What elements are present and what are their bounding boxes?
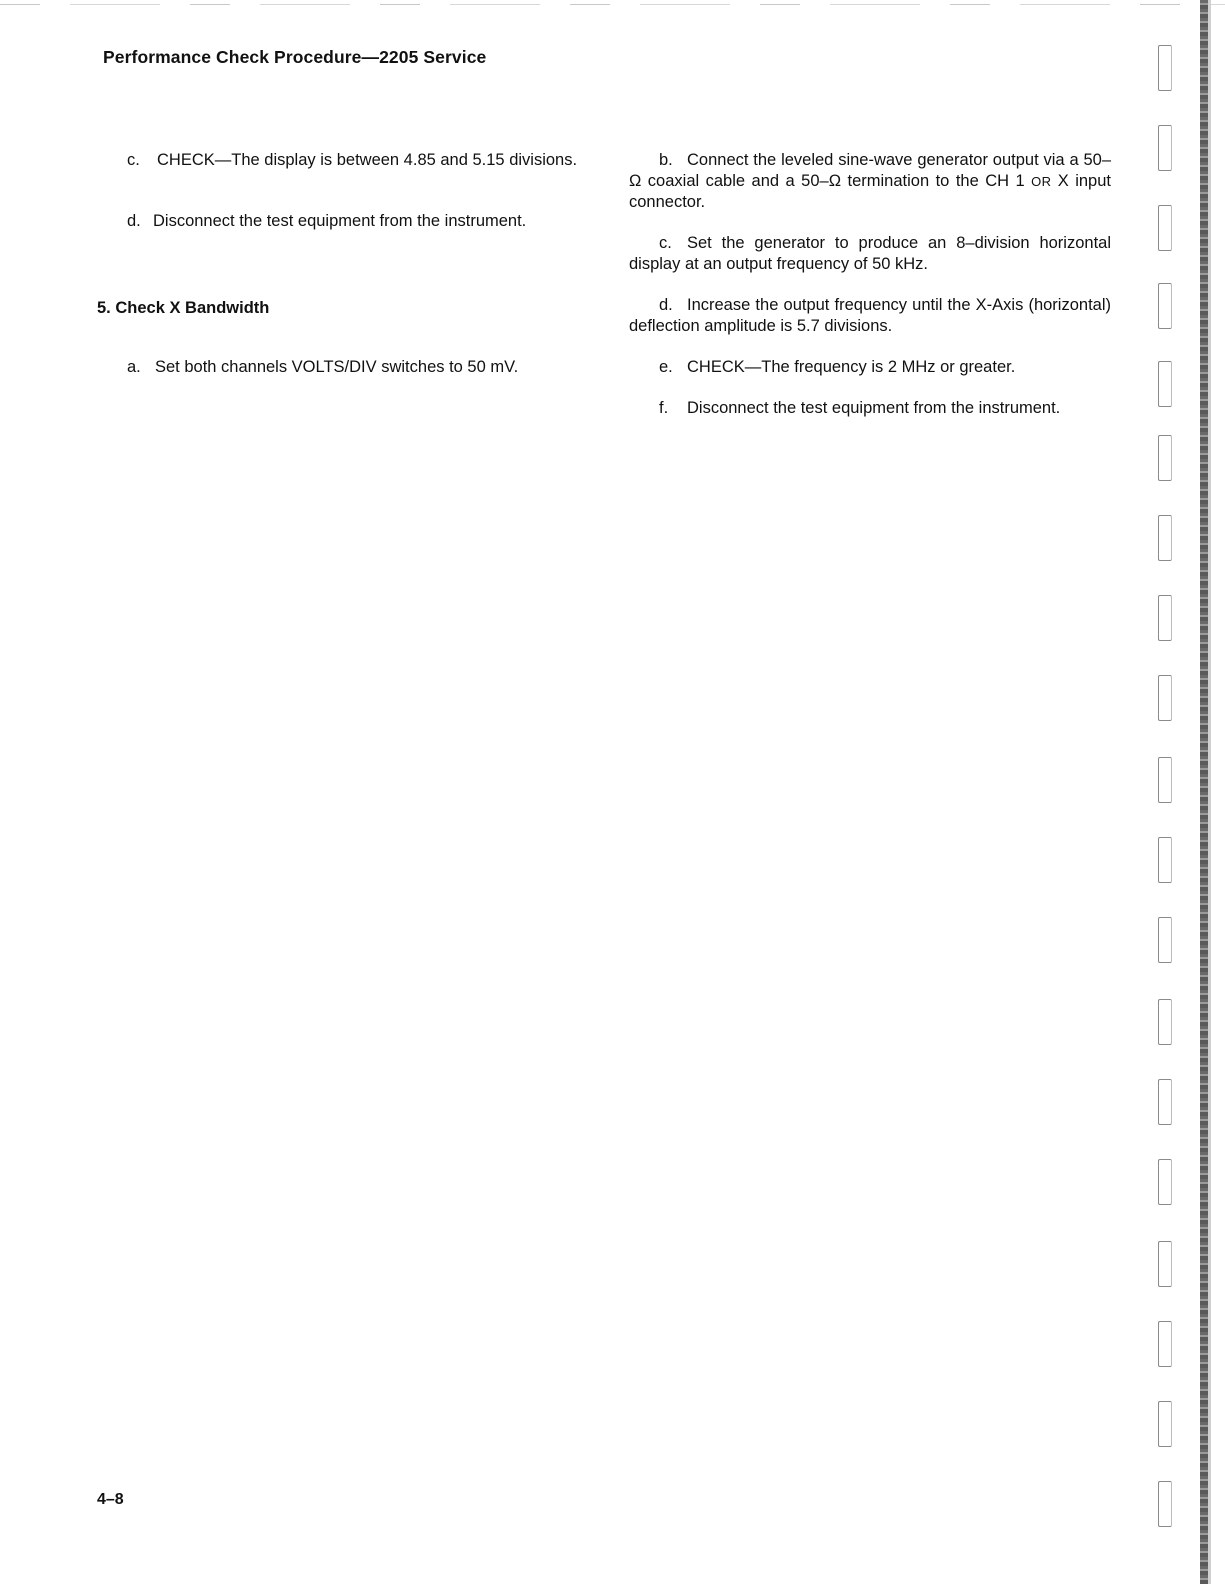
step-c-check-display [97,150,581,171]
binder-hole-icon [1158,1401,1172,1447]
binder-hole-icon [1158,917,1172,963]
step-a-set-volts-div [97,357,581,378]
binder-hole-icon [1158,1321,1172,1367]
binder-hole-icon [1158,435,1172,481]
binder-hole-icon [1158,205,1172,251]
step-letter: b. [659,151,673,169]
step-e-check-frequency [629,357,1111,378]
step-letter: a. [127,358,141,376]
binder-hole-icon [1158,837,1172,883]
step-b-connect-generator [629,150,1111,213]
section-heading: 5. Check X Bandwidth [97,299,270,317]
step-f-disconnect [629,398,1111,419]
left-column [97,150,581,378]
binder-hole-icon [1158,125,1172,171]
binder-hole-icon [1158,283,1172,329]
step-text: Increase the output frequency until the X-Axis (horizontal) deflection amplitude is 5.7 divisions. [629,296,1111,335]
step-letter: f. [659,399,669,417]
scan-edge-strip [1200,0,1208,1584]
step-text-end: X input connector. [629,172,1111,211]
binder-hole-icon [1158,1481,1172,1527]
step-c-set-generator [629,233,1111,275]
binder-hole-icon [1158,45,1172,91]
scan-top-rule [0,4,1225,5]
step-letter: d. [127,212,141,230]
step-text: Disconnect the test equipment from the instrument. [687,399,1061,417]
step-letter: c. [659,234,672,252]
page-header: Performance Check Procedure—2205 Service [103,47,487,67]
step-text: CHECK—The display is between 4.85 and 5.15 divisions. [157,151,578,169]
page-number: 4–8 [97,1491,124,1508]
right-column [629,150,1111,419]
step-letter: e. [659,358,673,376]
binder-hole-icon [1158,757,1172,803]
step-text: Set the generator to produce an 8–division horizontal display at an output frequency of 50 kHz. [629,234,1111,273]
step-text-or: OR [1031,174,1052,189]
binder-hole-icon [1158,1159,1172,1205]
binder-holes [1158,45,1182,1525]
binder-hole-icon [1158,515,1172,561]
step-letter: d. [659,296,673,314]
binder-hole-icon [1158,1079,1172,1125]
step-d-increase-frequency [629,295,1111,337]
binder-hole-icon [1158,595,1172,641]
step-text: CHECK—The frequency is 2 MHz or greater. [687,358,1016,376]
step-text: Disconnect the test equipment from the instrument. [153,212,527,230]
binder-hole-icon [1158,675,1172,721]
scan-edge-margin [1208,0,1211,1584]
binder-hole-icon [1158,1241,1172,1287]
binder-hole-icon [1158,361,1172,407]
binder-hole-icon [1158,999,1172,1045]
step-text: Set both channels VOLTS/DIV switches to 50 mV. [155,358,519,376]
step-text: Connect the leveled sine-wave generator output via a 50–Ω coaxial cable and a 50–Ω termination to the CH 1 [629,151,1111,190]
step-letter: c. [127,151,140,169]
step-d-disconnect [97,211,581,232]
